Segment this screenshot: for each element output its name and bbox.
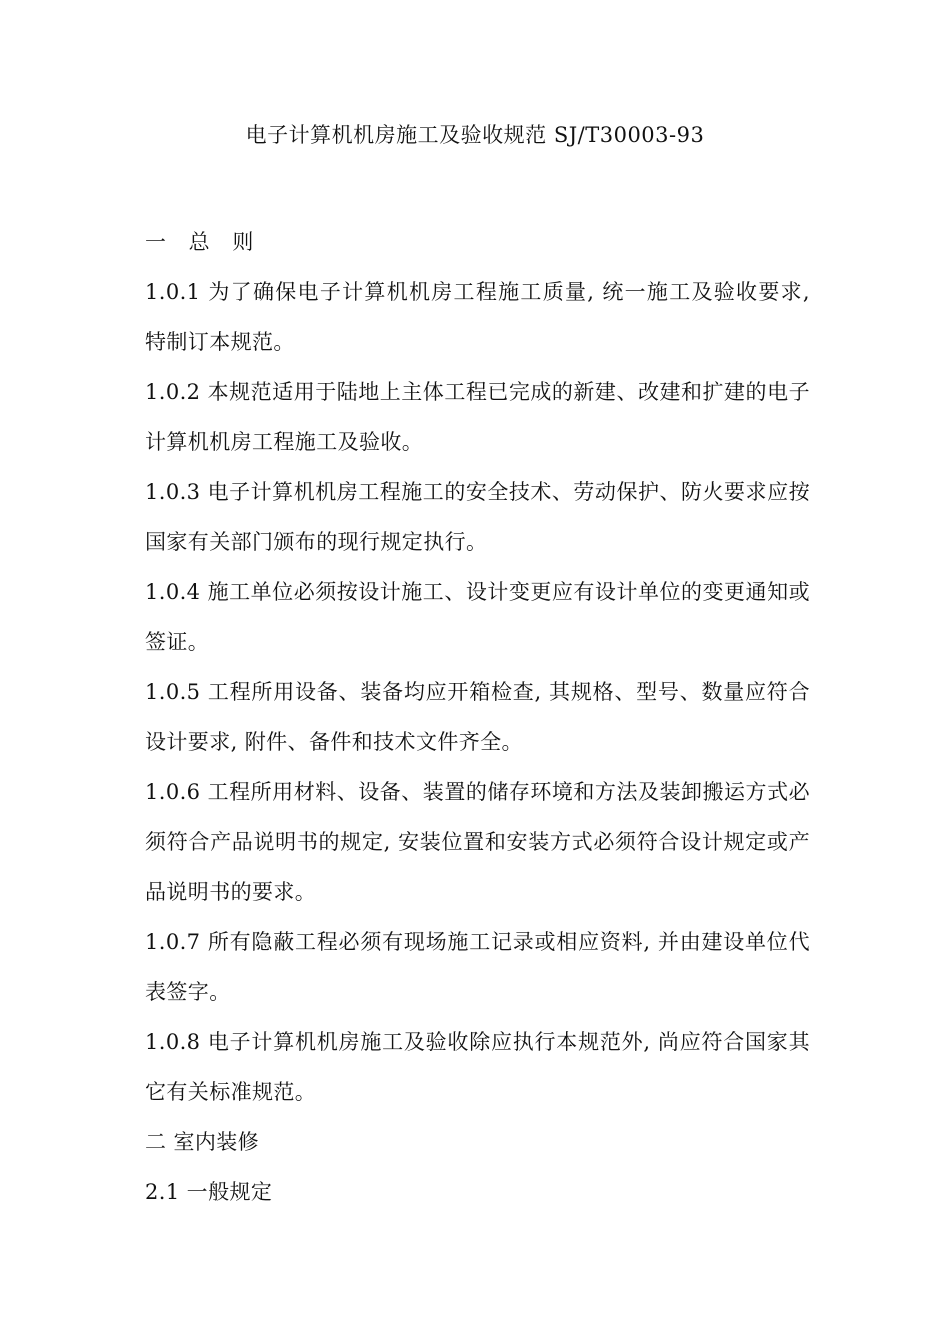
chapter-heading-general: 一 总 则 [145, 230, 262, 254]
clause-1-0-2: 1.0.2 本规范适用于陆地上主体工程已完成的新建、改建和扩建的电子计算机机房工程施工及验收。 [145, 380, 810, 454]
clause-1-0-5: 1.0.5 工程所用设备、装备均应开箱检查, 其规格、型号、数量应符合设计要求, 附件、备件和技术文件齐全。 [145, 680, 810, 754]
clause-1-0-3: 1.0.3 电子计算机机房工程施工的安全技术、劳动保护、防火要求应按国家有关部门颁布的现行规定执行。 [145, 480, 810, 554]
clause-1-0-8: 1.0.8 电子计算机机房施工及验收除应执行本规范外, 尚应符合国家其它有关标准规范。 [145, 1030, 810, 1104]
chapter-heading-interior-decoration: 二 室内装修 [145, 1130, 260, 1154]
document-body [145, 217, 810, 1217]
clause-1-0-4: 1.0.4 施工单位必须按设计施工、设计变更应有设计单位的变更通知或签证。 [145, 580, 810, 654]
clause-1-0-6: 1.0.6 工程所用材料、设备、装置的储存环境和方法及装卸搬运方式必须符合产品说明书的规定, 安装位置和安装方式必须符合设计规定或产品说明书的要求。 [145, 780, 810, 904]
document-title: 电子计算机机房施工及验收规范 SJ/T30003-93 [245, 123, 705, 147]
section-heading-general-provisions: 2.1 一般规定 [145, 1180, 273, 1204]
clause-1-0-1: 1.0.1 为了确保电子计算机机房工程施工质量, 统一施工及验收要求, 特制订本规范。 [145, 280, 810, 354]
clause-1-0-7: 1.0.7 所有隐蔽工程必须有现场施工记录或相应资料, 并由建设单位代表签字。 [145, 930, 810, 1004]
